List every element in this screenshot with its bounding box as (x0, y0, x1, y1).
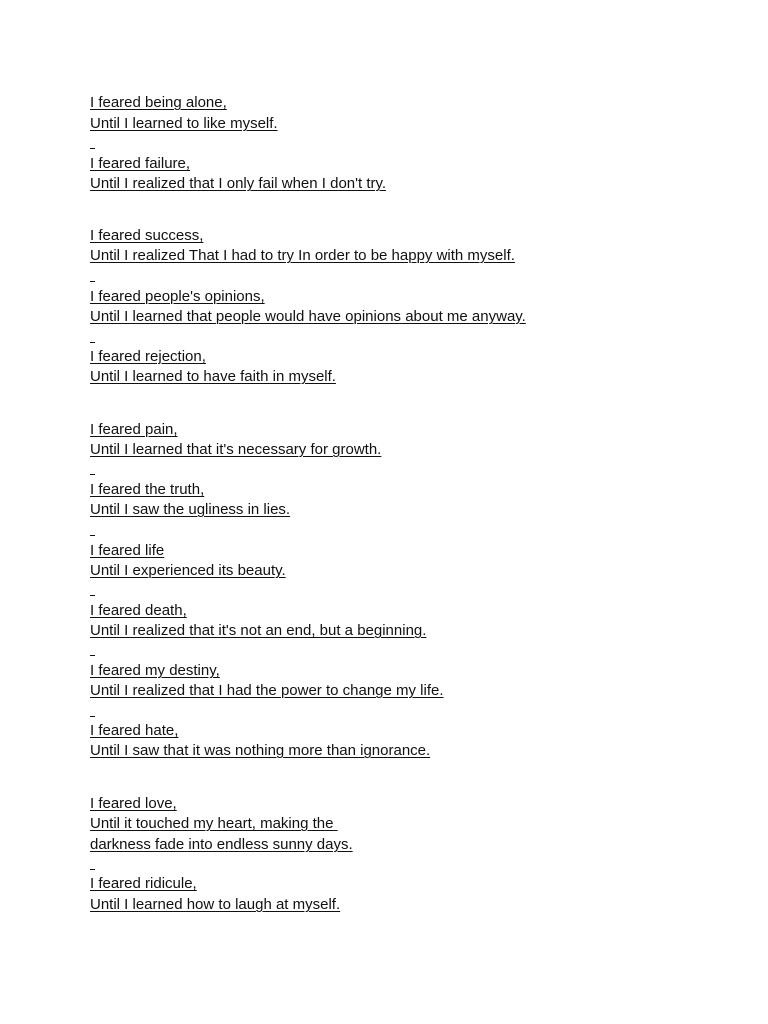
empty-line-underline (90, 474, 95, 475)
empty-line-underline (90, 716, 95, 717)
poem-line: I feared life (90, 542, 165, 559)
poem-line: I feared rejection, (90, 348, 206, 365)
poem-line: Until I realized That I had to try In order to be happy with myself. (90, 247, 515, 264)
poem-line: I feared failure, (90, 155, 191, 172)
empty-line-underline (90, 148, 95, 149)
empty-line-underline (90, 281, 95, 282)
poem-line: darkness fade into endless sunny days. (90, 836, 353, 853)
empty-line-underline (90, 655, 95, 656)
poem-line: I feared the truth, (90, 481, 205, 498)
poem-line: Until it touched my heart, making the (90, 815, 338, 832)
poem-line: Until I realized that I had the power to change my life. (90, 682, 444, 699)
poem-line: Until I realized that I only fail when I don't try. (90, 175, 387, 192)
poem-line: Until I learned how to laugh at myself. (90, 896, 341, 913)
poem-line: Until I saw the ugliness in lies. (90, 501, 291, 518)
poem-line: I feared death, (90, 602, 187, 619)
poem-line: I feared success, (90, 227, 204, 244)
poem-line: Until I learned to have faith in myself. (90, 368, 336, 385)
poem-line: I feared my destiny, (90, 662, 220, 679)
poem-line: I feared love, (90, 795, 177, 812)
poem-line: Until I realized that it's not an end, but a beginning. (90, 622, 427, 639)
poem-line: I feared hate, (90, 722, 179, 739)
empty-line-underline (90, 535, 95, 536)
poem-line: Until I saw that it was nothing more than ignorance. (90, 742, 431, 759)
poem-line: I feared ridicule, (90, 875, 197, 892)
empty-line-underline (90, 342, 95, 343)
empty-line-underline (90, 869, 95, 870)
poem-line: Until I learned that people would have opinions about me anyway. (90, 308, 526, 325)
poem-line: I feared people's opinions, (90, 288, 265, 305)
poem-line: I feared being alone, (90, 94, 227, 111)
poem-line: Until I experienced its beauty. (90, 562, 286, 579)
empty-line-underline (90, 595, 95, 596)
poem-line: Until I learned that it's necessary for growth. (90, 441, 382, 458)
poem-line: I feared pain, (90, 421, 178, 438)
poem-line: Until I learned to like myself. (90, 115, 278, 132)
